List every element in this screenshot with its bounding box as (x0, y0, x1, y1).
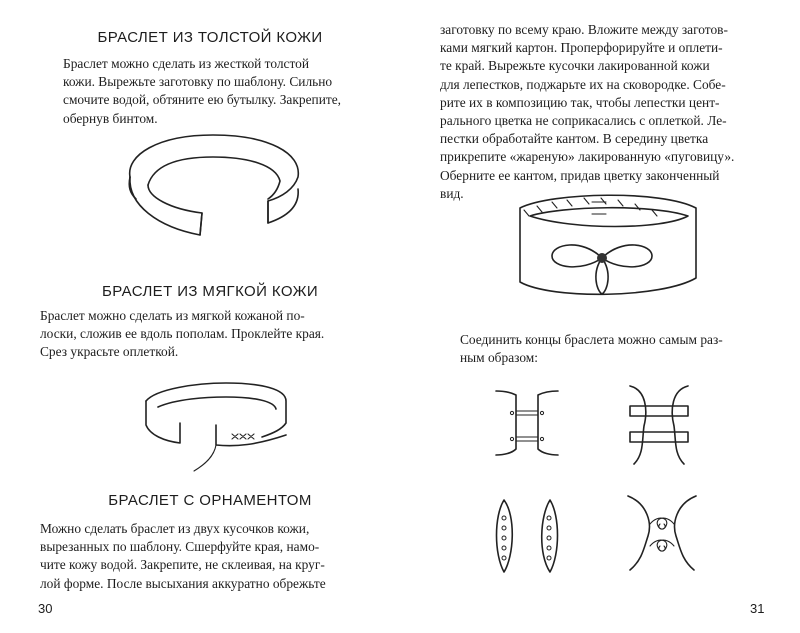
paragraph-continuation (440, 21, 766, 203)
paragraph-thick-leather (63, 55, 366, 128)
text-line: обернув бинтом. (63, 110, 158, 126)
heading-ornament: БРАСЛЕТ С ОРНАМЕНТОМ (108, 492, 312, 509)
text-line: Браслет можно сделать из мягкой кожаной по- (40, 308, 305, 323)
paragraph-soft-leather (40, 307, 366, 362)
join-method-straps (624, 380, 694, 470)
text-line: те край. Вырежьте кусочки лакированной кожи (440, 58, 710, 74)
text-line: пестки обработайте кантом. В середину цветка (440, 131, 709, 147)
text-line: вырезанных по шаблону. Сшерфуйте края, намо- (40, 539, 320, 555)
text-line: смочите водой, обтяните ею бутылку. Закрепите, (63, 92, 341, 108)
join-method-laced (492, 385, 562, 465)
join-method-holes (492, 496, 562, 576)
text-line: ным образом: (460, 350, 538, 366)
text-line: прикрепите «жареную» лакированную «пуговицу». (440, 149, 735, 165)
text-line: заготовку по всему краю. Вложите между заготов- (440, 22, 728, 37)
page-number-right: 31 (750, 601, 765, 616)
text-line: Соединить концы браслета можно самым раз- (460, 332, 723, 347)
text-line: Браслет можно сделать из жесткой толстой (63, 56, 310, 71)
text-line: вид. (440, 185, 464, 201)
text-line: рального цветка не соприкасались с оплеткой. Ле- (440, 113, 727, 129)
page-number-left: 30 (38, 601, 53, 616)
thick-cuff-illustration (118, 127, 308, 247)
text-line: лой форме. После высыхания аккуратно обрежьте (40, 575, 326, 591)
join-method-spirals (622, 490, 702, 575)
text-line: кожи. Вырежьте заготовку по шаблону. Сильно (63, 74, 333, 90)
text-line: Оберните ее кантом, придав цветку законченный (440, 167, 720, 183)
text-line: рите их в композицию так, чтобы лепестки цент- (440, 94, 720, 110)
text-line: для лепестков, поджарьте их на сковородке. Собе- (440, 76, 726, 92)
soft-bracelet-illustration (136, 379, 306, 474)
heading-thick-leather: БРАСЛЕТ ИЗ ТОЛСТОЙ КОЖИ (97, 29, 323, 46)
text-line: Срез украсьте оплеткой. (40, 344, 179, 360)
text-line: лоски, сложив ее вдоль пополам. Проклейте края. (40, 326, 325, 342)
right-page (400, 0, 800, 633)
text-line: Можно сделать браслет из двух кусочков кожи, (40, 521, 310, 536)
heading-soft-leather: БРАСЛЕТ ИЗ МЯГКОЙ КОЖИ (101, 283, 319, 300)
text-line: чите кожу водой. Закрепите, не склеивая, на круг- (40, 557, 325, 573)
paragraph-joining (460, 331, 766, 367)
text-line: ками мягкий картон. Проперфорируйте и оплети- (440, 40, 723, 56)
ornament-bracelet-illustration (512, 186, 702, 311)
paragraph-ornament (40, 520, 366, 593)
